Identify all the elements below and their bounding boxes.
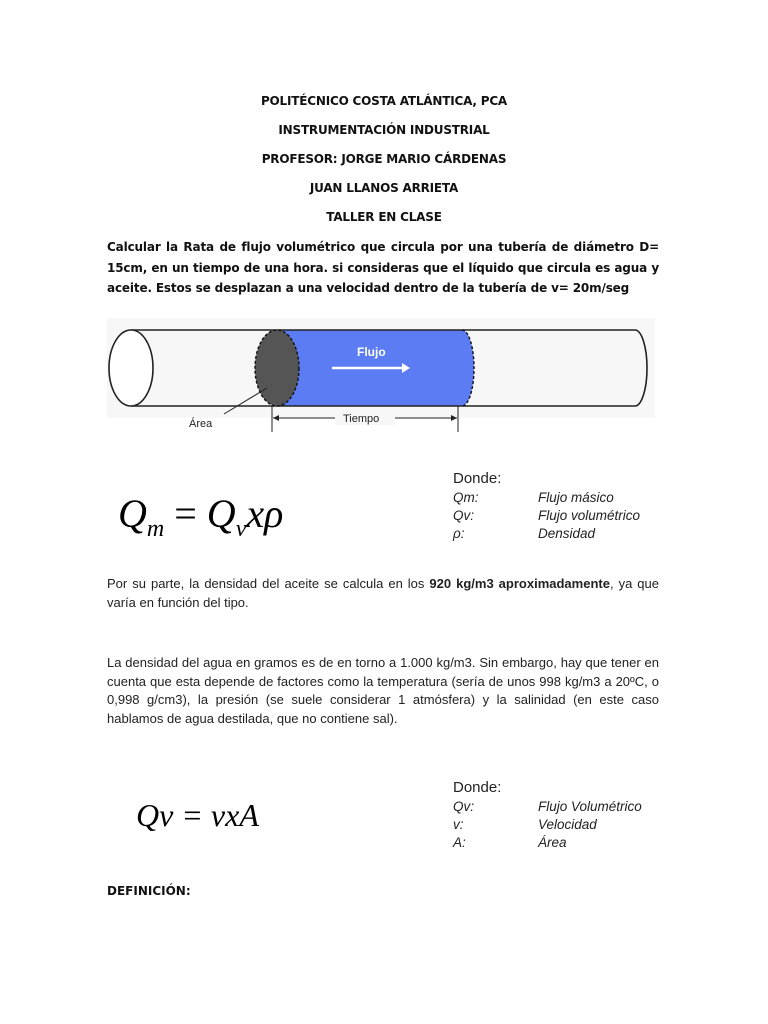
legend-row: Qv: Flujo Volumétrico bbox=[453, 799, 642, 814]
definition-heading: DEFINICIÓN: bbox=[107, 884, 191, 898]
activity-heading: TALLER EN CLASE bbox=[326, 210, 442, 224]
water-density-paragraph: La densidad del agua en gramos es de en torno a 1.000 kg/m3. Sin embargo, hay que tener en cuenta que esta depende de factores como la temperatura (sería de unos 998 kg/m3 a 20ºC, o 0,998 g/cm3), la presión (se suele considerar 1 atmósfera) y la salinidad (en este caso hablamos de agua destilada, que no contiene sal). bbox=[107, 655, 659, 726]
mass-flow-formula: $Q_m = Q_vx\rho$ bbox=[118, 491, 284, 542]
problem-statement: Calcular la Rata de flujo volumétrico que circula por una tubería de diámetro D= 15cm, en un tiempo de una hora. si consideras que el líquido que circula es agua y aceite. Estos se desplazan a una velocidad dentro de la tubería de v= 20m/seg bbox=[107, 240, 659, 295]
legend-row: Qv: Flujo volumétrico bbox=[453, 508, 641, 523]
pipe-diagram bbox=[107, 318, 655, 436]
professor-heading: PROFESOR: JORGE MARIO CÁRDENAS bbox=[261, 152, 507, 166]
legend-row: ρ: Densidad bbox=[453, 526, 596, 541]
legend-row: Qm: Flujo másico bbox=[453, 490, 614, 505]
institution-heading: POLITÉCNICO COSTA ATLÁNTICA, PCA bbox=[260, 94, 508, 108]
area-label: Área bbox=[189, 418, 213, 430]
legend-row: v: Velocidad bbox=[453, 817, 597, 832]
volumetric-flow-formula: Qv = vxA bbox=[136, 797, 259, 833]
legend-volumetric-flow bbox=[453, 779, 642, 852]
flow-label: Flujo bbox=[357, 345, 386, 359]
pipe-flow-figure bbox=[107, 318, 655, 436]
time-label: Tiempo bbox=[343, 413, 380, 425]
legend-row: A: Área bbox=[453, 835, 567, 850]
legend-title: Donde: bbox=[453, 470, 502, 487]
legend-mass-flow bbox=[453, 470, 640, 543]
student-heading: JUAN LLANOS ARRIETA bbox=[309, 181, 459, 195]
cross-section-disc bbox=[255, 330, 299, 406]
pipe-left-end bbox=[109, 330, 153, 406]
course-heading: INSTRUMENTACIÓN INDUSTRIAL bbox=[278, 123, 490, 137]
oil-density-paragraph: Por su parte, la densidad del aceite se calcula en los 920 kg/m3 aproximadamente, ya que varía en función del tipo. bbox=[107, 576, 659, 610]
legend-title: Donde: bbox=[453, 779, 502, 796]
